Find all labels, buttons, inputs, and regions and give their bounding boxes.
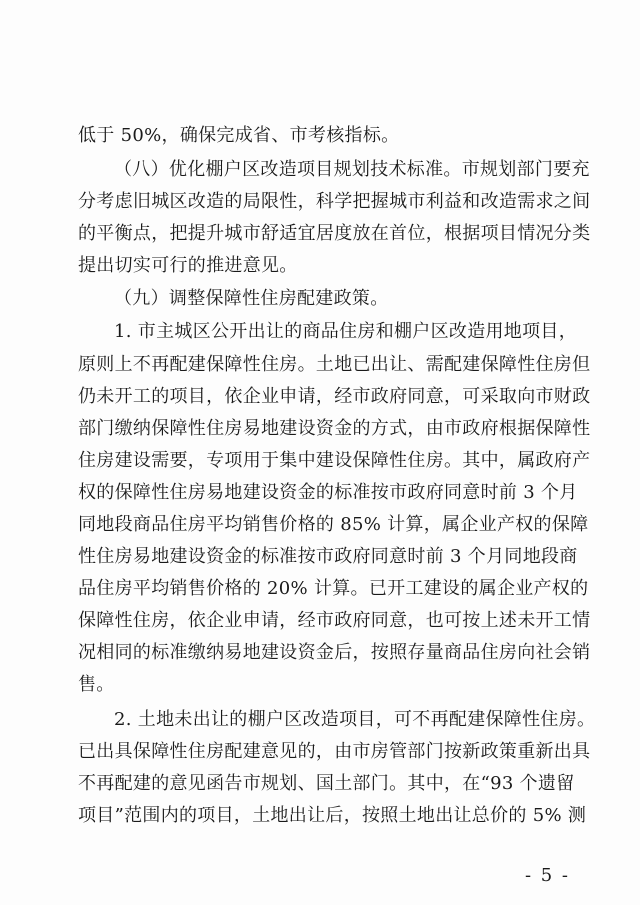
paragraph-line: （八）优化棚户区改造项目规划技术标准。市规划部门要充 [114,159,590,180]
page-number: - 5 - [524,865,570,886]
paragraph-line: 售。 [78,674,115,695]
paragraph-line: 1. 市主城区公开出让的商品住房和棚户区改造用地项目， [114,321,577,342]
section-heading: （九）调整保障性住房配建政策。 [114,288,389,309]
paragraph-line: 项目”范围内的项目，土地出让后，按照土地出让总价的 5% 测 [78,805,587,826]
paragraph-line: 不再配建的意见函告市规划、国土部门。其中，在“93 个遗留 [78,773,575,794]
paragraph-line: 保障性住房，依企业申请，经市政府同意，也可按上述未开工情 [78,610,591,631]
paragraph-line: 原则上不再配建保障性住房。土地已出让、需配建保障性住房但 [78,354,591,375]
paragraph-line: 品住房平均销售价格的 20% 计算。已开工建设的属企业产权的 [78,578,589,599]
paragraph-line: 2. 土地未出让的棚户区改造项目，可不再配建保障性住房。 [114,709,596,730]
paragraph-line: 部门缴纳保障性住房易地建设资金的方式，由市政府根据保障性 [78,418,591,439]
paragraph-line: 分考虑旧城区改造的局限性，科学把握城市利益和改造需求之间 [78,191,591,212]
paragraph-line: 低于 50%，确保完成省、市考核指标。 [78,125,400,146]
paragraph-line: 的平衡点，把提升城市舒适宜居度放在首位，根据项目情况分类 [78,223,591,244]
paragraph-line: 提出切实可行的推进意见。 [78,255,298,276]
paragraph-line: 权的保障性住房易地建设资金的标准按市政府同意时前 3 个月 [78,482,578,503]
paragraph-line: 住房建设需要，专项用于集中建设保障性住房。其中，属政府产 [78,450,591,471]
paragraph-line: 仍未开工的项目，依企业申请，经市政府同意，可采取向市财政 [78,386,591,407]
paragraph-line: 同地段商品住房平均销售价格的 85% 计算，属企业产权的保障 [78,514,589,535]
paragraph-line: 况相同的标准缴纳易地建设资金后，按照存量商品住房向社会销 [78,642,591,663]
paragraph-line: 性住房易地建设资金的标准按市政府同意时前 3 个月同地段商 [78,546,578,567]
paragraph-line: 已出具保障性住房配建意见的，由市房管部门按新政策重新出具 [78,741,591,762]
